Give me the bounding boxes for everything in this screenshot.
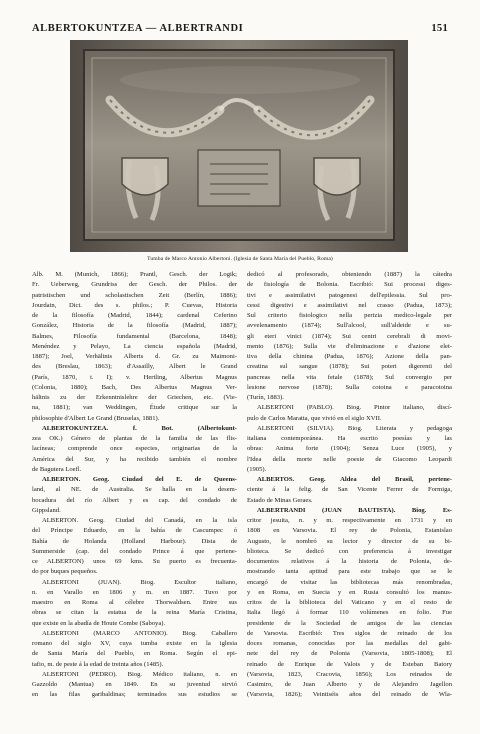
text-line: mostrando tanta aptitud para este trabajo que se le	[247, 568, 452, 576]
text-line: América del Sur, y ha recibido también el nombre	[32, 455, 237, 463]
text-line: documentos relativos á la historia de Polonia, de-	[247, 558, 452, 565]
text-line: l'Idea della morte nelle poesie de Giacomo Leopardi	[247, 455, 452, 463]
text-line: de Bagutera Loefl.	[32, 465, 82, 473]
text-line: philosophie d'Albert Le Grand (Bruselas, 1881).	[32, 414, 160, 422]
text-line: Gippsland.	[32, 506, 61, 514]
text-line: romano del siglo XV, cuya tumba existe en la iglesia	[32, 640, 237, 647]
text-line: hältnis zu der Erkenntnislehre der Griechen, etc. (Vie-	[32, 394, 237, 401]
text-line: lesione nervose (1878); Sulla cotoina e paracotoina	[247, 383, 452, 391]
running-title: ALBERTOKUNTZEA — ALBERTRANDI	[32, 22, 244, 34]
text-line: en las filas garibaldinas; terminados sus estudios se	[32, 691, 237, 699]
text-line: obras se citan la estatua de la reina María Cristina,	[32, 609, 237, 617]
text-line: Bahía de Holanda (Holland Harbour). Dista de	[32, 537, 237, 545]
text-line: encargó de visitar las bibliotecas más renombradas,	[247, 578, 452, 586]
text-line: critor jesuita, n. y m. respectivamente en 1731 y en	[247, 517, 452, 524]
text-line: pulo de Carlos Maratta, que vivió en el siglo XVII.	[247, 414, 382, 422]
text-line: ALBERTONI (PEDRO). Biog. Médico italiano, n. en	[42, 670, 237, 678]
text-line: Italia llegó á formar 110 volúmenes en folio. Fue	[247, 609, 452, 617]
text-line: doces romanas, conocidas por las medallas del gabi-	[247, 640, 452, 647]
text-line: obras: Anima forte (1904); Senza Luce (1905), y	[247, 445, 452, 453]
tomb-photograph	[70, 40, 408, 252]
text-line: reinado de Enrique de Valois y de Esteban Batory	[247, 660, 452, 668]
text-line: presidente de la Sociedad de amigos de las ciencias	[247, 619, 452, 627]
left-column	[32, 270, 237, 724]
text-line: Gazzoldo (Mantua) en 1849. En su juventud sirvió	[32, 681, 237, 688]
text-line: Sul criterio fisiologico nella perizia medico-legale per	[247, 312, 452, 319]
text-line: des (Breslau, 1863); d'Assailly, Albert le Grand	[32, 363, 237, 371]
text-line: (París, 1870, t. I); v. Hertling, Albertus Magnus	[32, 373, 237, 381]
text-line: (Varsovia, 1823, Cracovia, 1856); Los reinados de	[247, 670, 452, 678]
text-line: ALBERTONI (MARCO ANTONIO). Biog. Caballero	[42, 629, 237, 637]
text-line: tafio, m. de peste á la edad de treinta años (1485).	[32, 660, 164, 668]
text-line: (Turín, 1883).	[247, 394, 284, 401]
text-line: (1905).	[247, 465, 267, 473]
text-line: do por buques pequeños.	[32, 568, 98, 576]
text-line: (Varsovia, 1826); Veintiséis años del reinado de Wla-	[247, 691, 452, 699]
text-line: pancreas nella vita fetale (1878); Sul convergio per	[247, 373, 452, 381]
text-line: del Príncipe Eduardo, en la bahía de Cascumpec ó	[32, 527, 237, 535]
text-line: ALBERTONI (PABLO). Biog. Pintor italiano, discí-	[257, 404, 452, 412]
text-line: maestro en Roma al célebre Thorwaldsen. Entre sus	[32, 599, 237, 606]
text-line: ciente á la felig. de San Vicente Ferrer de Formiga,	[247, 486, 452, 494]
page-number: 151	[431, 22, 448, 34]
text-line: de fisiología de Bolonia. Escribió: Sui processi diges-	[247, 281, 452, 289]
text-line: Summerside (cap. del condado Prince á que pertene-	[32, 547, 237, 555]
text-line: 1808 en Varsovia. El rey de Polonia, Estanislao	[247, 527, 452, 535]
text-line: na, 1881); van Weddingen, Étude critique sur la	[32, 404, 237, 412]
text-line: mento (1876); Sulla vie d'eliminazione e d'azione elet-	[247, 342, 452, 350]
text-line: dedicó al profesorado, obteniendo (1887) la cátedra	[247, 271, 452, 278]
text-line: ALBERTON. Geog. Ciudad del Canadá, en la isla	[42, 517, 237, 524]
text-line: bocadura del río Albert y es cap. del condado de	[32, 496, 237, 504]
text-line: Jourdain, Dict. des s. philos.; P. Cuevas, Historia	[32, 301, 237, 309]
text-line: land, al NE. de Australia. Se halla en la desem-	[32, 486, 237, 494]
photo-caption: Tumba de Marco Antonio Albertoni. (Iglesia de Santa María del Pueblo, Roma)	[147, 256, 333, 262]
text-line: y en Roma, en Suecia y en Rusia consultó los manus-	[247, 588, 452, 596]
text-line: tiva della chinina (Padua, 1876); Azione della pan-	[247, 353, 452, 360]
text-line: Fr. Ueberweg, Grundriss der Gesch. der Philos. der	[32, 281, 237, 289]
text-line: ALBERTONI (JUAN). Biog. Escultor italiano,	[42, 578, 237, 586]
text-line: blioteca. Se dedicó con preferencia á investigar	[247, 547, 452, 555]
entry-heading-line: ALBERTOKUNTZEA. f. Bot. (Albertokunt-	[42, 424, 237, 432]
text-columns	[32, 270, 452, 724]
text-line: cessi digestivi e assimilativi nel crasso (Padua, 1873);	[247, 301, 452, 309]
text-line: Estado de Minas Geraes.	[247, 496, 313, 504]
text-line: patristischen und scholastischen Zeit (Berlín, 1886);	[32, 291, 237, 299]
text-line: creatina sul sangue (1878); Sui poteri digerenti del	[247, 363, 452, 371]
text-line: n. en Varallo en 1806 y m. en 1887. Tuvo por	[32, 588, 237, 596]
page-header	[32, 20, 448, 36]
text-line: Balmes, Filosofía fundamental (Barcelona, 1848);	[32, 332, 237, 340]
text-line: nete del rey de Polonia (Varsovia, 1805-1808); El	[247, 650, 452, 658]
text-line: de Varsovia. Escribió: Tres siglos de reinado de los	[247, 629, 452, 637]
text-line: zea OK.) Género de plantas de la familia de las flis-	[32, 435, 237, 442]
text-line: lacíneas; comprende once especies, originarias de la	[32, 445, 237, 453]
text-line: tivi e assimilativi patogenesi dell'epilessia. Sul pro-	[247, 291, 452, 299]
text-line: Alb. M. (Munich, 1866); Prantl, Gesch. der Logik;	[32, 271, 237, 278]
text-line: gli eteri vinici (1874); Sui centri cerebrali di movi-	[247, 332, 452, 340]
text-line: González, Historia de la filosofía (Madrid, 1887);	[32, 322, 237, 330]
text-line: avvelenamento (1874); Sull'alcool, sull'aldeide e su-	[247, 322, 452, 330]
entry-heading-line: ALBERTOS. Geog. Aldea del Brasil, pertene-	[257, 476, 452, 483]
entry-heading-line: ALBERTON. Geog. Ciudad del E. de Queens-	[42, 476, 237, 483]
text-line: de la filosofía (Madrid, 1844); cardenal Ceferino	[32, 312, 237, 319]
right-column	[247, 270, 452, 724]
text-line: italiana contemporánea. Ha escrito poesías y las	[247, 435, 452, 442]
text-line: critos de la biblioteca del Vaticano y en el resto de	[247, 599, 452, 606]
text-line: Menéndez y Pelayo, La ciencia española (Madrid,	[32, 342, 237, 350]
text-line: (Colonia, 1880); Bach, Des Albertus Magnus Ver-	[32, 383, 237, 391]
text-line: ALBERTONI (SILVIA). Biog. Literata y pedagoga	[257, 424, 452, 432]
entry-heading-line: ALBERTRANDI (JUAN BAUTISTA). Biog. Es-	[257, 506, 452, 514]
text-line: Casimiro, de Juan Alberto y de Alejandro Jagellon	[247, 681, 452, 688]
tomb-relief-image	[70, 40, 408, 252]
text-line: Augusto, le nombró su lector y director de su bi-	[247, 537, 452, 545]
text-line: de Santa María del Pueblo, en Roma. Según el epi-	[32, 650, 237, 658]
text-line: ce ALBERTON) unos 69 kms. Su puerto es frecuenta-	[32, 558, 237, 565]
text-line: 1887); Joel, Verhältnis Alberts d. Gr. zu Maimoni-	[32, 353, 237, 360]
text-line: que existe en la abadía de Houte Combe (Saboya).	[32, 619, 166, 627]
